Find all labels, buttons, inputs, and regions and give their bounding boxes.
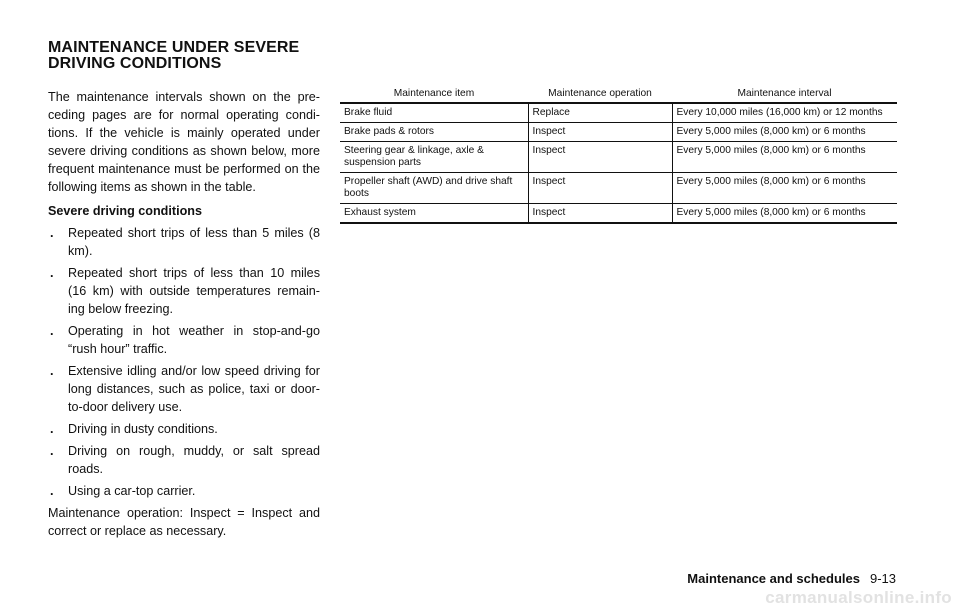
bullet-icon: .: [50, 266, 54, 280]
list-item-text: Operating in hot weather in stop-and-go “rush hour” traffic.: [68, 324, 320, 356]
bullet-icon: .: [50, 226, 54, 240]
column-header-interval: Maintenance interval: [672, 85, 897, 103]
list-item-text: Extensive idling and/or low speed driving for long distances, such as police, taxi or door-to-door delivery use.: [68, 364, 320, 414]
table-cell-item: Exhaust system: [340, 204, 528, 224]
table-cell-item: Brake pads & rotors: [340, 123, 528, 142]
list-item: [48, 442, 320, 478]
page-number: 9-13: [869, 571, 896, 586]
intro-paragraph: The maintenance intervals shown on the pre-ceding pages are for normal operating condi-tions. If the vehicle is mainly operated under severe driving conditions as shown below, more frequent maintenance must be performed on the following items as shown in the table.: [48, 90, 320, 194]
list-item-text: Repeated short trips of less than 10 miles (16 km) with outside temperatures remain-ing below freezing.: [68, 266, 320, 316]
bullet-icon: .: [50, 422, 54, 436]
page-footer: [687, 571, 896, 587]
table-cell-operation: Inspect: [528, 142, 672, 173]
table-row: [340, 173, 897, 204]
page-title-line-1: MAINTENANCE UNDER SEVERE: [48, 39, 300, 56]
list-item: [48, 224, 320, 260]
table-cell-item: Propeller shaft (AWD) and drive shaft boots: [340, 173, 528, 204]
table-cell-item: Brake fluid: [340, 103, 528, 123]
list-item: [48, 482, 320, 500]
list-item-text: Driving in dusty conditions.: [68, 422, 218, 436]
list-item-text: Driving on rough, muddy, or salt spread roads.: [68, 444, 320, 476]
page-title: [48, 40, 368, 72]
table-cell-item: Steering gear & linkage, axle & suspension parts: [340, 142, 528, 173]
table-cell-interval: Every 5,000 miles (8,000 km) or 6 months: [672, 123, 897, 142]
table-cell-operation: Inspect: [528, 173, 672, 204]
page-title-line-2: DRIVING CONDITIONS: [48, 55, 222, 72]
bullet-icon: .: [50, 484, 54, 498]
conditions-subheading: Severe driving conditions: [48, 204, 202, 218]
list-item: [48, 362, 320, 416]
table-cell-interval: Every 5,000 miles (8,000 km) or 6 months: [672, 173, 897, 204]
bullet-icon: .: [50, 364, 54, 378]
table-cell-operation: Inspect: [528, 204, 672, 224]
bullet-icon: .: [50, 324, 54, 338]
list-item-text: Using a car-top carrier.: [68, 484, 196, 498]
table-cell-operation: Inspect: [528, 123, 672, 142]
list-item: [48, 264, 320, 318]
list-item: [48, 322, 320, 358]
watermark: carmanualsonline.info: [765, 588, 952, 607]
table-row: [340, 142, 897, 173]
list-item: [48, 420, 320, 438]
table-cell-interval: Every 10,000 miles (16,000 km) or 12 months: [672, 103, 897, 123]
table-row: [340, 123, 897, 142]
table-cell-operation: Replace: [528, 103, 672, 123]
table-cell-interval: Every 5,000 miles (8,000 km) or 6 months: [672, 142, 897, 173]
table-row: [340, 204, 897, 224]
table-row: [340, 103, 897, 123]
conditions-list: [48, 224, 320, 500]
body-text-column: [48, 88, 320, 540]
bullet-icon: .: [50, 444, 54, 458]
footer-section-title: Maintenance and schedules: [687, 571, 860, 586]
table-header-row: [340, 85, 897, 103]
column-header-operation: Maintenance operation: [528, 85, 672, 103]
list-item-text: Repeated short trips of less than 5 miles (8 km).: [68, 226, 320, 258]
maintenance-table: [340, 85, 897, 224]
table-cell-interval: Every 5,000 miles (8,000 km) or 6 months: [672, 204, 897, 224]
maintenance-operation-note: Maintenance operation: Inspect = Inspect and correct or replace as necessary.: [48, 506, 320, 538]
column-header-item: Maintenance item: [340, 85, 528, 103]
